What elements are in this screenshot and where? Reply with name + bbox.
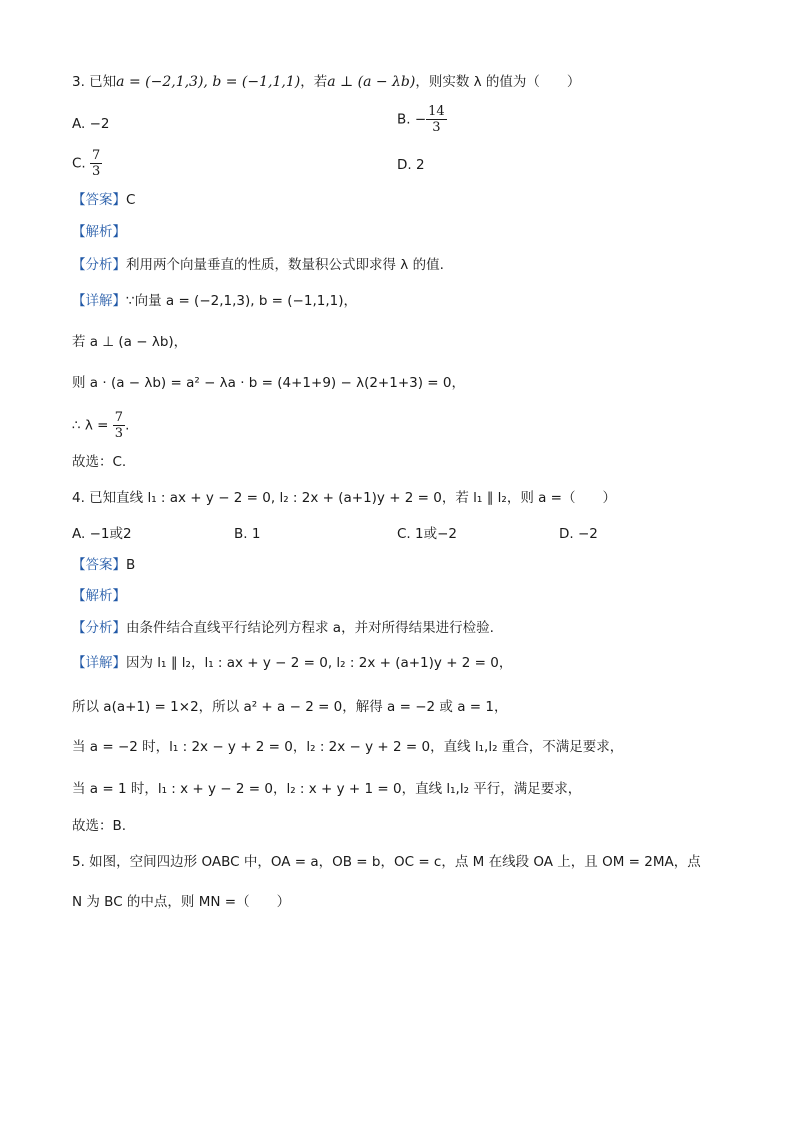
q4-option-c: C. 1或−2 <box>397 526 457 542</box>
q3-option-a: A. −2 <box>72 116 110 132</box>
q5-stem-line1: 5. 如图，空间四边形 OABC 中，OA = a，OB = b，OC = c，点 M 在线段 OA 上，且 OM = 2MA，点 <box>72 854 701 870</box>
q4-analysis-tag: 【解析】 <box>72 588 126 604</box>
q4-option-d: D. −2 <box>559 526 598 542</box>
q3-option-b: B. − $\frac{14}{3}$ <box>397 104 445 135</box>
q4-stem: 4. 已知直线 l₁ : ax + y − 2 = 0, l₂ : 2x + (a+1)y + 2 = 0，若 l₁ ∥ l₂，则 a =（ ） <box>72 490 616 506</box>
q4-option-b: B. 1 <box>234 526 261 542</box>
q3-fenxi: 【分析】利用两个向量垂直的性质，数量积公式即求得 λ 的值. <box>72 257 444 273</box>
q3-xiangjie-line1: 【详解】∵向量 a = (−2,1,3), b = (−1,1,1)， <box>72 293 357 309</box>
q3-stem: 3. 已知a = (−2,1,3), b = (−1,1,1)，若a ⊥ (a − λb)，则实数 λ 的值为（ ） <box>72 74 581 90</box>
q3-answer: 【答案】C <box>72 192 136 208</box>
q3-analysis-tag: 【解析】 <box>72 224 126 240</box>
q4-xiangjie-line4: 当 a = 1 时，l₁ : x + y − 2 = 0，l₂ : x + y + 1 = 0，直线 l₁,l₂ 平行，满足要求， <box>72 781 582 797</box>
q4-choice: 故选：B. <box>72 818 127 834</box>
q4-xiangjie-line3: 当 a = −2 时，l₁ : 2x − y + 2 = 0，l₂ : 2x − y + 2 = 0，直线 l₁,l₂ 重合，不满足要求， <box>72 739 624 755</box>
q4-xiangjie-line1: 【详解】因为 l₁ ∥ l₂，l₁ : ax + y − 2 = 0, l₂ : 2x + (a+1)y + 2 = 0， <box>72 655 513 671</box>
q3-option-c-fraction: $\frac{7}{3}$ <box>92 148 101 179</box>
q4-xiangjie-line2: 所以 a(a+1) = 1×2，所以 a² + a − 2 = 0，解得 a = −2 或 a = 1， <box>72 699 508 715</box>
q5-stem-line2: N 为 BC 的中点，则 MN =（ ） <box>72 894 291 910</box>
q3-choice: 故选：C. <box>72 454 127 470</box>
q4-fenxi: 【分析】由条件结合直线平行结论列方程求 a，并对所得结果进行检验. <box>72 620 494 636</box>
q4-option-a: A. −1或2 <box>72 526 132 542</box>
q3-result-fraction: $\frac{7}{3}$ <box>114 410 124 441</box>
q3-xiangjie-line3: 则 a · (a − λb) = a² − λa · b = (4+1+9) − λ(2+1+3) = 0， <box>72 375 465 391</box>
q3-vectors: a = (−2,1,3), b = (−1,1,1) <box>116 74 301 90</box>
q3-condition: a ⊥ (a − λb) <box>327 74 416 90</box>
q3-option-d: D. 2 <box>397 157 425 173</box>
q3-xiangjie-line4: ∴ λ = $\frac{7}{3}$ . <box>72 410 130 441</box>
q3-xiangjie-line2: 若 a ⊥ (a − λb)， <box>72 334 188 350</box>
q3-option-c: C. $\frac{7}{3}$ <box>72 148 101 179</box>
q3-option-b-fraction: $\frac{14}{3}$ <box>428 104 445 135</box>
q4-answer: 【答案】B <box>72 557 136 573</box>
